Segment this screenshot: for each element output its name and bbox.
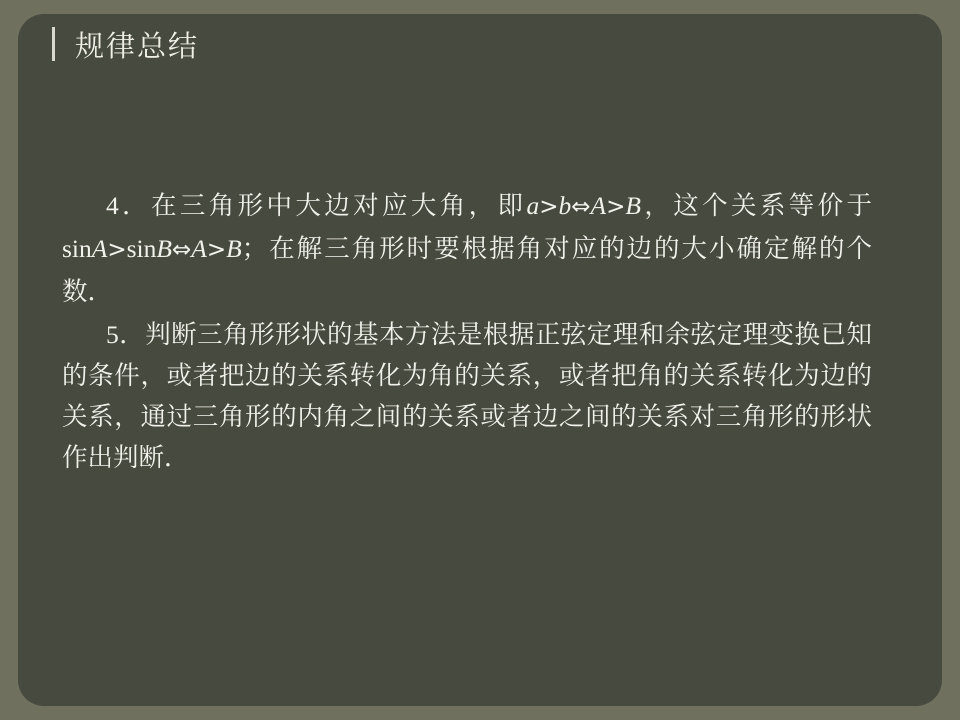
math-var-A: A: [590, 191, 607, 220]
math-fn-sin: sin: [126, 234, 157, 263]
paragraph-run-text-2: ，这个关系等价于sin: [62, 191, 872, 263]
math-var-B-3: B: [226, 234, 242, 263]
slide-title: [52, 22, 199, 66]
math-op-gt-2: >: [606, 194, 626, 220]
math-var-b: b: [558, 191, 572, 220]
paragraph-number: 4．: [106, 191, 152, 220]
math-var-A-3: A: [191, 234, 207, 263]
paragraph-number: 5．: [106, 320, 146, 349]
math-op-gt-4: >: [206, 237, 227, 263]
paragraph-4: [62, 185, 872, 312]
math-op-iff: ⇔: [571, 194, 591, 220]
paragraph-run-text: 在三角形中大边对应大角，即: [151, 191, 527, 220]
math-var-A-2: A: [91, 234, 108, 263]
math-var-B: B: [625, 191, 641, 220]
math-op-iff-2: ⇔: [171, 237, 192, 263]
math-var-a: a: [526, 191, 540, 220]
paragraph-5: [62, 314, 872, 478]
title-accent-bar: [52, 27, 55, 61]
paragraph-run-text-3: ；在解三角形时要根据角对应的边的大小确定解的个数．: [62, 234, 872, 306]
math-op-gt-3: >: [107, 237, 127, 263]
slide-body: [62, 185, 872, 480]
math-var-B-2: B: [156, 234, 172, 263]
paragraph-run-text: 判断三角形形状的基本方法是根据正弦定理和余弦定理变换已知的条件，或者把边的关系转化为角的关系，或者把角的关系转化为边的关系，通过三角形的内角之间的关系或者边之间的关系对三角形的形状作出判断．: [62, 320, 872, 472]
page-title: 规律总结: [75, 30, 200, 63]
math-op-gt: >: [539, 194, 559, 220]
